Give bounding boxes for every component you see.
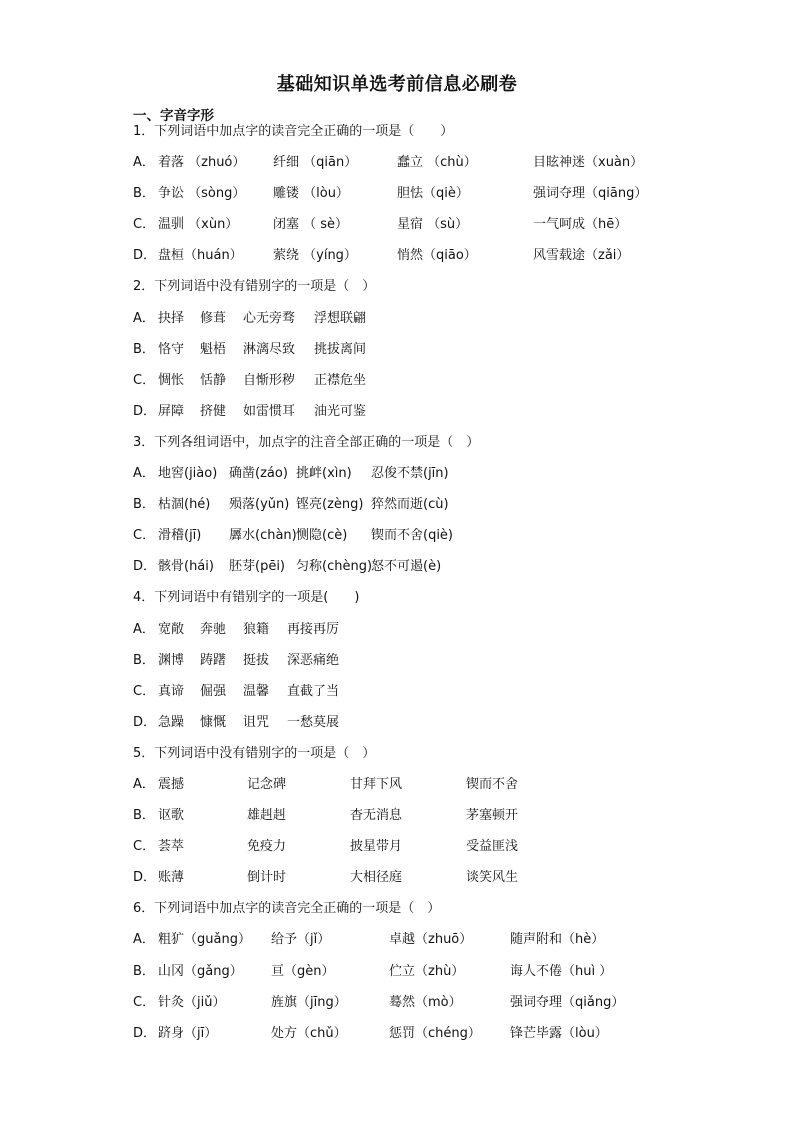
option-label: D． — [133, 403, 157, 419]
option-row — [133, 464, 693, 495]
option-row — [133, 340, 693, 371]
option-item: 如雷惯耳 — [243, 403, 296, 419]
option-item: 风雪载途（zǎi） — [533, 248, 630, 264]
option-label: A． — [133, 776, 155, 792]
option-item: 旌旗（jīng） — [271, 994, 347, 1010]
option-item: 宽敞 — [158, 621, 185, 637]
option-label: C． — [133, 994, 156, 1010]
option-label: A． — [133, 932, 155, 948]
option-label: D． — [133, 248, 157, 264]
option-item: 猝然而逝(cù) — [371, 497, 449, 513]
option-item: 魁梧 — [200, 341, 227, 357]
option-item: 荟萃 — [158, 839, 185, 855]
option-row — [133, 246, 693, 277]
option-item: 匀称(chèng) — [296, 559, 373, 575]
page-title: 基础知识单选考前信息必刷卷 — [276, 74, 518, 95]
option-item: 记念碑 — [247, 776, 287, 792]
option-item: 挺拔 — [243, 652, 270, 668]
option-label: D． — [133, 870, 157, 886]
option-label: C． — [133, 217, 156, 233]
option-label: C． — [133, 839, 156, 855]
option-item: 账薄 — [158, 870, 185, 886]
option-row — [133, 775, 693, 806]
question-stem: 4．下列词语中有错别字的一项是( ) — [133, 590, 360, 606]
option-item: 一气呵成（hē） — [533, 217, 628, 233]
option-row — [133, 837, 693, 868]
option-label: A． — [133, 310, 155, 326]
option-item: 怒不可遏(è) — [371, 559, 442, 575]
option-item: 恻隐(cè) — [296, 528, 348, 544]
question-stem: 1．下列词语中加点字的读音完全正确的一项是（ ） — [133, 124, 454, 139]
option-item: 惆怅 — [158, 372, 185, 388]
option-label: D． — [133, 714, 157, 730]
question-list — [133, 122, 693, 1055]
option-item: 讴歌 — [158, 808, 185, 824]
option-item: 挑拔离间 — [314, 341, 367, 357]
option-item: 闭塞 （ sè） — [273, 217, 349, 233]
option-item: 滑稽(jī) — [158, 528, 202, 544]
question-stem: 5．下列词语中没有错别字的一项是（ ） — [133, 745, 376, 761]
option-item: 伫立（zhù） — [389, 963, 465, 979]
option-label: C． — [133, 372, 156, 388]
option-item: 盘桓（huán） — [158, 248, 243, 264]
option-label: C． — [133, 528, 156, 544]
option-item: 真谛 — [158, 683, 185, 699]
option-row — [133, 962, 693, 993]
option-item: 铿亮(zèng) — [296, 497, 364, 513]
option-item: 踌躇 — [200, 652, 227, 668]
option-item: 山冈（gǎng） — [158, 963, 243, 979]
question-stem: 6．下列词语中加点字的读音完全正确的一项是（ ） — [133, 901, 441, 917]
option-item: 淋漓尽致 — [243, 341, 296, 357]
option-item: 温驯 （xùn） — [158, 217, 239, 233]
option-item: 慷慨 — [200, 714, 227, 730]
option-row — [133, 526, 693, 557]
option-item: 强词夺理（qiāng） — [533, 186, 648, 202]
option-item: 惩罚（chéng） — [389, 1025, 481, 1041]
option-item: 纤细 （qiān） — [273, 155, 358, 171]
option-item: 枯涸(hé) — [158, 497, 211, 513]
option-label: B． — [133, 652, 155, 668]
option-row — [133, 682, 693, 713]
option-item: 抉择 — [158, 310, 185, 326]
option-row — [133, 309, 693, 340]
option-row — [133, 402, 693, 433]
option-item: 强词夺理（qiǎng） — [510, 994, 625, 1010]
option-item: 蓦然（mò） — [389, 994, 462, 1010]
option-item: 针灸（jiǔ） — [158, 994, 226, 1010]
option-item: 正襟危坐 — [314, 372, 367, 388]
option-item: 粗犷（guǎng） — [158, 932, 251, 948]
option-item: 挤健 — [200, 403, 227, 419]
option-item: 茅塞顿开 — [466, 808, 519, 824]
question-stem: 3．下列各组词语中，加点字的注音全部正确的一项是（ ） — [133, 434, 480, 450]
option-row — [133, 1024, 693, 1055]
option-item: 亘（gèn） — [271, 963, 335, 979]
question-stem: 2．下列词语中没有错别字的一项是（ ） — [133, 279, 376, 295]
option-item: 急躁 — [158, 714, 185, 730]
option-item: 渊博 — [158, 652, 185, 668]
option-item: 萦绕 （yíng） — [273, 248, 357, 264]
option-label: A． — [133, 155, 155, 171]
option-item: 胆怯（qiè） — [397, 186, 469, 202]
option-item: 恪守 — [158, 341, 185, 357]
option-row — [133, 620, 693, 651]
option-item: 悄然（qiāo） — [397, 248, 477, 264]
option-item: 殒落(yǔn) — [229, 497, 290, 513]
option-item: 披星带月 — [350, 839, 403, 855]
option-item: 给予（jǐ） — [271, 932, 331, 948]
option-row — [133, 868, 693, 899]
option-item: 骸骨(hái) — [158, 559, 214, 575]
option-item: 确凿(záo) — [229, 466, 288, 482]
option-label: D． — [133, 559, 157, 575]
option-item: 地窖(jiào) — [158, 466, 218, 482]
option-row — [133, 651, 693, 682]
option-item: 震撼 — [158, 776, 185, 792]
option-item: 恬静 — [200, 372, 227, 388]
option-row — [133, 993, 693, 1024]
option-item: 诅咒 — [243, 714, 270, 730]
option-label: B． — [133, 963, 155, 979]
option-item: 处方（chǔ） — [271, 1025, 347, 1041]
option-item: 直截了当 — [287, 683, 340, 699]
section-heading: 一、字音字形 — [133, 108, 214, 124]
option-item: 挑衅(xìn) — [296, 466, 352, 482]
option-item: 修葺 — [200, 310, 227, 326]
option-item: 甘拜下风 — [350, 776, 403, 792]
option-label: B． — [133, 186, 155, 202]
option-item: 一愁莫展 — [287, 714, 340, 730]
option-item: 雕镂 （lòu） — [273, 186, 349, 202]
option-item: 浮想联翩 — [314, 310, 367, 326]
option-item: 油光可鉴 — [314, 403, 367, 419]
option-row — [133, 806, 693, 837]
option-item: 深恶痛绝 — [287, 652, 340, 668]
option-item: 胚芽(pēi) — [229, 559, 286, 575]
option-label: B． — [133, 497, 155, 513]
option-item: 心无旁骛 — [243, 310, 296, 326]
option-item: 蠢立 （chù） — [397, 155, 477, 171]
option-item: 跻身（jī） — [158, 1025, 218, 1041]
option-row — [133, 713, 693, 744]
option-item: 温馨 — [243, 683, 270, 699]
option-item: 羼水(chàn) — [229, 528, 297, 544]
option-label: D． — [133, 1025, 157, 1041]
option-item: 大相径庭 — [350, 870, 403, 886]
option-row — [133, 495, 693, 526]
option-item: 受益匪浅 — [466, 839, 519, 855]
option-label: A． — [133, 466, 155, 482]
option-row — [133, 930, 693, 961]
option-row — [133, 557, 693, 588]
option-item: 卓越（zhuō） — [389, 932, 473, 948]
option-item: 奔驰 — [200, 621, 227, 637]
option-label: C． — [133, 683, 156, 699]
option-item: 着落 （zhuó） — [158, 155, 246, 171]
option-item: 免疫力 — [247, 839, 287, 855]
option-item: 倔强 — [200, 683, 227, 699]
option-item: 自惭形秽 — [243, 372, 296, 388]
option-item: 再接再厉 — [287, 621, 340, 637]
option-item: 诲人不倦（huì ） — [510, 963, 613, 979]
option-row — [133, 153, 693, 184]
option-item: 锲而不舍(qiè) — [371, 528, 454, 544]
option-item: 锋芒毕露（lòu） — [510, 1025, 608, 1041]
option-item: 狼籍 — [243, 621, 270, 637]
option-item: 目眩神迷（xuàn） — [533, 155, 644, 171]
option-item: 雄赳赳 — [247, 808, 287, 824]
option-item: 争讼 （sòng） — [158, 186, 246, 202]
option-row — [133, 184, 693, 215]
option-label: A． — [133, 621, 155, 637]
option-item: 谈笑风生 — [466, 870, 519, 886]
option-item: 屏障 — [158, 403, 185, 419]
option-row — [133, 371, 693, 402]
option-item: 杳无消息 — [350, 808, 403, 824]
option-row — [133, 215, 693, 246]
option-label: B． — [133, 341, 155, 357]
option-item: 忍俊不禁(jīn) — [371, 466, 449, 482]
option-item: 锲而不舍 — [466, 776, 519, 792]
option-item: 随声附和（hè） — [510, 932, 605, 948]
option-item: 星宿 （sù） — [397, 217, 469, 233]
option-label: B． — [133, 808, 155, 824]
option-item: 倒计时 — [247, 870, 287, 886]
